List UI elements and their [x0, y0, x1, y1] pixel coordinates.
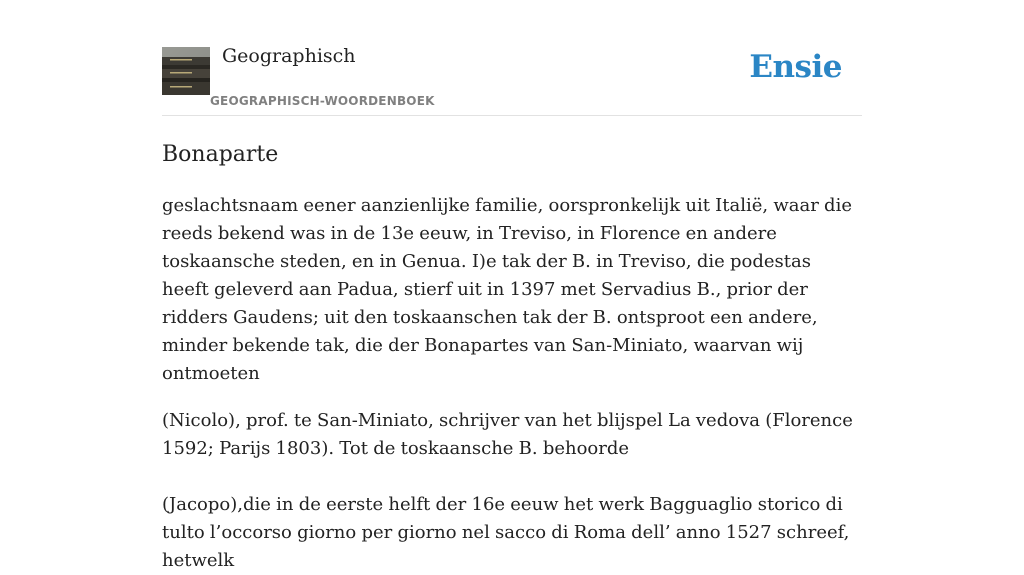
content-container — [162, 0, 862, 575]
brand-logo[interactable]: Ensie — [749, 49, 842, 85]
entry-paragraph: (Jacopo),die in de eerste helft der 16e eeuw het werk Bagguaglio storico di tulto l’occorso giorno per giorno nel sacco di Roma dell’ anno 1527 schreef, hetwelk — [162, 494, 850, 571]
source-subtitle[interactable]: GEOGRAPHISCH-WOORDENBOEK — [210, 94, 435, 108]
book-spines-icon — [162, 47, 210, 95]
entry-paragraph: (Nicolo), prof. te San-Miniato, schrijver van het blijspel La vedova (Florence 1592; Parijs 1803). Tot de toskaansche B. behoorde — [162, 410, 853, 459]
source-header — [162, 0, 862, 116]
source-title[interactable]: Geographisch — [222, 45, 356, 67]
source-avatar[interactable] — [162, 47, 210, 95]
entry-title: Bonaparte — [162, 142, 279, 167]
entry-paragraph: geslachtsnaam eener aanzienlijke familie, oorspronkelijk uit Italië, waar die reeds bekend was in de 13e eeuw, in Treviso, in Florence en andere toskaansche steden, en in Genua. I)e tak der B. in Treviso, die podestas heeft geleverd aan Padua, stierf uit in 1397 met Servadius B., prior der ridders Gaudens; uit den toskaanschen tak der B. ontsproot een andere, minder bekende tak, die der Bonapartes van San-Miniato, waarvan wij ontmoeten — [162, 195, 852, 384]
